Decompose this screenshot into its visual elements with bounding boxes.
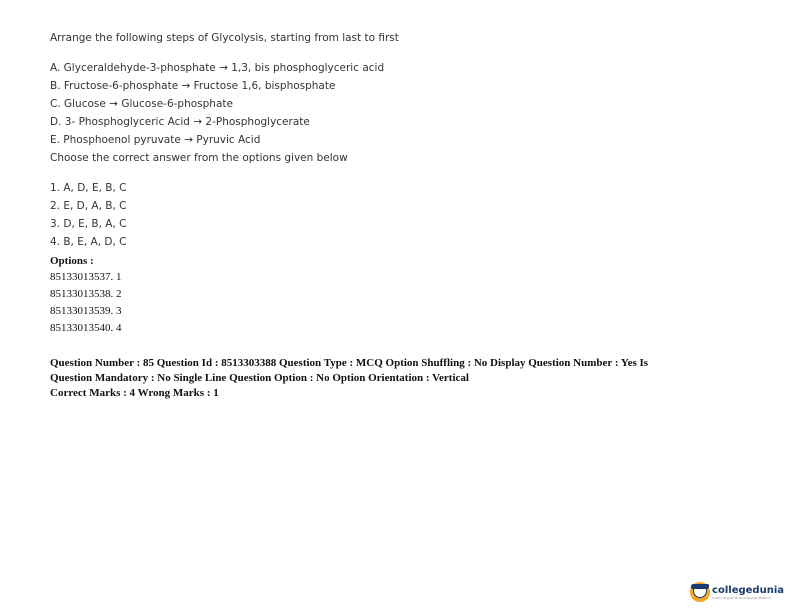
- question-metadata: [50, 356, 750, 401]
- logo-tagline: India's largest Student Review Platform: [712, 595, 772, 600]
- choice-2: 2. E, D, A, B, C: [50, 200, 127, 212]
- choice-4: 4. B, E, A, D, C: [50, 236, 127, 248]
- choice-3: 3. D, E, B, A, C: [50, 218, 127, 230]
- option-id-4: 85133013540. 4: [50, 322, 122, 334]
- statement-a: A. Glyceraldehyde-3-phosphate → 1,3, bis phosphoglyceric acid: [50, 62, 385, 74]
- metadata-line-2: Question Mandatory : No Single Line Question Option : No Option Orientation : Vertical: [50, 372, 469, 384]
- instruction-text: Choose the correct answer from the options given below: [50, 152, 348, 164]
- question-prompt: Arrange the following steps of Glycolysis, starting from last to first: [50, 32, 399, 44]
- statement-e: E. Phosphoenol pyruvate → Pyruvic Acid: [50, 134, 261, 146]
- options-heading: Options :: [50, 255, 94, 267]
- logo-name: collegedunia: [712, 584, 784, 596]
- option-id-2: 85133013538. 2: [50, 288, 122, 300]
- statement-b: B. Fructose-6-phosphate → Fructose 1,6, bisphosphate: [50, 80, 336, 92]
- option-id-3: 85133013539. 3: [50, 305, 122, 317]
- metadata-line-3: Correct Marks : 4 Wrong Marks : 1: [50, 387, 219, 399]
- option-id-1: 85133013537. 1: [50, 271, 122, 283]
- choice-1: 1. A, D, E, B, C: [50, 182, 127, 194]
- graduation-cap-icon: [690, 582, 710, 602]
- statement-d: D. 3- Phosphoglyceric Acid → 2-Phosphoglycerate: [50, 116, 310, 128]
- collegedunia-logo: [690, 582, 784, 602]
- metadata-line-1: Question Number : 85 Question Id : 8513303388 Question Type : MCQ Option Shuffling : No Display Question Number : Yes Is: [50, 357, 649, 369]
- statement-c: C. Glucose → Glucose-6-phosphate: [50, 98, 233, 110]
